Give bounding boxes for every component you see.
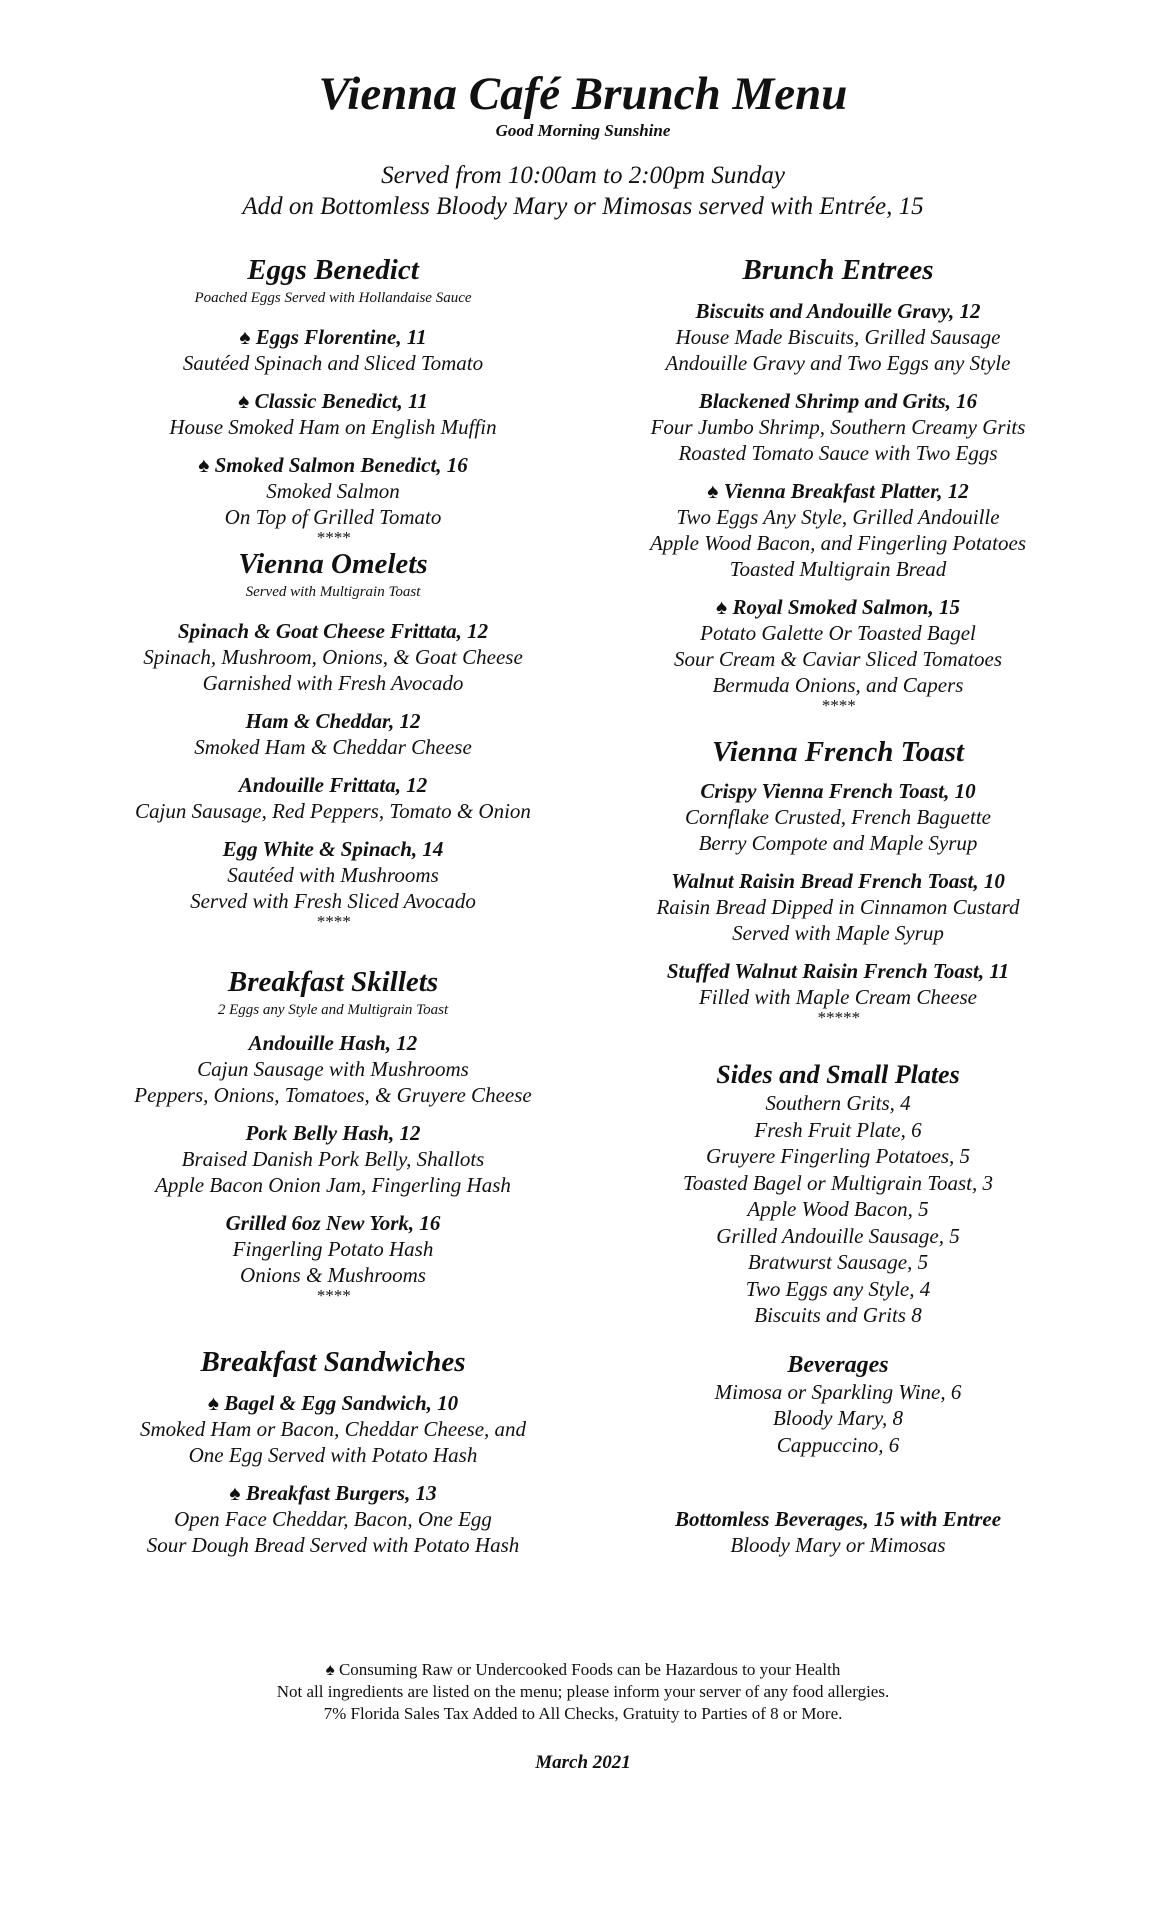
section-title: Beverages: [787, 1351, 889, 1378]
item-desc: Sautéed with Mushrooms: [227, 863, 439, 887]
menu-item: [98, 1390, 568, 1468]
menu-item: [98, 324, 568, 376]
section-title: Vienna Omelets: [238, 548, 428, 580]
left-column: [98, 252, 568, 1558]
item-name: Ham & Cheddar, 12: [245, 709, 421, 733]
side-item: Gruyere Fingerling Potatoes, 5: [705, 1144, 970, 1168]
item-desc: Bermuda Onions, and Capers: [712, 673, 964, 697]
menu-date: March 2021: [535, 1752, 631, 1773]
menu-item: [593, 778, 1083, 856]
item-name: Stuffed Walnut Raisin French Toast, 11: [666, 959, 1010, 983]
section-note: Poached Eggs Served with Hollandaise Sauce: [194, 290, 472, 306]
side-item: Biscuits and Grits 8: [754, 1303, 922, 1327]
item-name: Grilled 6oz New York, 16: [225, 1211, 441, 1235]
item-name: Egg White & Spinach, 14: [222, 837, 444, 861]
item-desc: Smoked Ham & Cheddar Cheese: [194, 735, 472, 759]
menu-item: [98, 1480, 568, 1558]
footer-line-3: 7% Florida Sales Tax Added to All Checks, Gratuity to Parties of 8 or More.: [323, 1704, 843, 1723]
menu-item: [98, 708, 568, 760]
side-item: Apple Wood Bacon, 5: [747, 1197, 929, 1221]
item-desc: One Egg Served with Potato Hash: [188, 1443, 478, 1467]
section-sandwiches: [98, 1344, 568, 1558]
section-title: Breakfast Skillets: [227, 966, 439, 998]
item-desc: Cornflake Crusted, French Baguette: [685, 805, 991, 829]
menu-item: [593, 958, 1083, 1010]
item-desc: Bloody Mary or Mimosas: [730, 1533, 946, 1557]
section-divider: ****: [316, 1286, 350, 1305]
section-divider: ****: [821, 696, 855, 715]
side-item: Grilled Andouille Sausage, 5: [716, 1223, 960, 1248]
section-divider: ****: [316, 912, 350, 931]
item-name: ♠ Bagel & Egg Sandwich, 10: [207, 1391, 459, 1415]
menu-item: [593, 594, 1083, 698]
item-name: ♠ Eggs Florentine, 11: [239, 325, 427, 349]
section-title: Brunch Entrees: [742, 254, 934, 286]
item-name: Andouille Hash, 12: [248, 1031, 418, 1055]
beverage-item: Bloody Mary, 8: [772, 1406, 904, 1430]
section-entrees: [593, 252, 1083, 714]
item-desc: Fingerling Potato Hash: [232, 1237, 434, 1261]
item-desc: Served with Maple Syrup: [732, 921, 944, 945]
section-title: Bottomless Beverages, 15 with Entree: [674, 1507, 1002, 1531]
item-desc: Served with Fresh Sliced Avocado: [190, 889, 476, 913]
section-french-toast: [593, 734, 1083, 1026]
section-beverages: [593, 1351, 1083, 1459]
side-item: Southern Grits, 4: [765, 1091, 911, 1115]
item-desc: Sour Cream & Caviar Sliced Tomatoes: [673, 647, 1003, 671]
item-desc: Andouille Gravy and Two Eggs any Style: [665, 351, 1011, 375]
item-desc: Sautéed Spinach and Sliced Tomato: [182, 351, 484, 375]
item-name: ♠ Vienna Breakfast Platter, 12: [707, 479, 969, 503]
beverage-item: Mimosa or Sparkling Wine, 6: [714, 1379, 962, 1404]
item-name: ♠ Breakfast Burgers, 13: [229, 1481, 437, 1505]
item-desc: Two Eggs Any Style, Grilled Andouille: [676, 505, 1000, 529]
footer-line-2: Not all ingredients are listed on the menu; please inform your server of any food allergies.: [276, 1682, 890, 1701]
item-desc: Peppers, Onions, Tomatoes, & Gruyere Cheese: [134, 1083, 532, 1107]
item-name: ♠ Classic Benedict, 11: [238, 389, 428, 413]
beverage-item: Cappuccino, 6: [776, 1432, 900, 1457]
section-note: 2 Eggs any Style and Multigrain Toast: [217, 1002, 449, 1018]
item-desc: Braised Danish Pork Belly, Shallots: [181, 1147, 485, 1171]
item-desc: Apple Bacon Onion Jam, Fingerling Hash: [155, 1173, 511, 1197]
menu-item: [98, 388, 568, 440]
menu-item: [593, 868, 1083, 946]
menu-item: [98, 1030, 568, 1108]
section-title: Sides and Small Plates: [716, 1060, 960, 1089]
item-desc: House Made Biscuits, Grilled Sausage: [675, 325, 1001, 349]
menu-item: [98, 772, 568, 824]
section-note: Served with Multigrain Toast: [245, 584, 421, 600]
item-desc: Roasted Tomato Sauce with Two Eggs: [678, 441, 998, 465]
menu-item: [98, 836, 568, 914]
service-hours: [0, 160, 1166, 222]
section-divider: *****: [816, 1008, 860, 1027]
section-bottomless: [593, 1506, 1083, 1558]
menu-item: [98, 452, 568, 530]
item-desc: Raisin Bread Dipped in Cinnamon Custard: [656, 895, 1020, 919]
section-title: Vienna French Toast: [712, 736, 964, 768]
item-desc: Toasted Multigrain Bread: [729, 557, 947, 581]
item-desc: On Top of Grilled Tomato: [224, 505, 442, 529]
item-desc: Four Jumbo Shrimp, Southern Creamy Grits: [650, 415, 1026, 439]
section-title: Breakfast Sandwiches: [200, 1346, 466, 1378]
served-line-2: Add on Bottomless Bloody Mary or Mimosas served with Entrée, 15: [242, 193, 924, 220]
menu-item: [593, 298, 1083, 376]
page-subtitle: Good Morning Sunshine: [495, 121, 671, 140]
item-name: Andouille Frittata, 12: [238, 773, 428, 797]
item-desc: Smoked Salmon: [266, 479, 400, 503]
page-title: Vienna Café Brunch Menu: [318, 68, 848, 120]
item-desc: Garnished with Fresh Avocado: [202, 671, 464, 695]
served-line-1: Served from 10:00am to 2:00pm Sunday: [381, 162, 785, 189]
item-desc: Onions & Mushrooms: [240, 1263, 426, 1287]
item-desc: Filled with Maple Cream Cheese: [698, 985, 977, 1009]
item-desc: Smoked Ham or Bacon, Cheddar Cheese, and: [139, 1417, 527, 1441]
item-desc: Apple Wood Bacon, and Fingerling Potatoes: [649, 531, 1026, 555]
menu-item: [593, 478, 1083, 582]
item-desc: Cajun Sausage, Red Peppers, Tomato & Onion: [135, 799, 531, 823]
item-desc: Berry Compote and Maple Syrup: [698, 831, 978, 855]
item-desc: House Smoked Ham on English Muffin: [169, 415, 497, 439]
item-desc: Potato Galette Or Toasted Bagel: [700, 621, 976, 645]
side-item: Two Eggs any Style, 4: [745, 1276, 931, 1301]
section-divider: ****: [316, 528, 350, 547]
side-item: Fresh Fruit Plate, 6: [754, 1117, 922, 1142]
section-title: Eggs Benedict: [247, 254, 419, 286]
item-name: Spinach & Goat Cheese Frittata, 12: [177, 619, 489, 643]
item-desc: Spinach, Mushroom, Onions, & Goat Cheese: [143, 645, 523, 669]
item-desc: Open Face Cheddar, Bacon, One Egg: [174, 1507, 492, 1531]
item-name: ♠ Royal Smoked Salmon, 15: [716, 595, 960, 619]
section-omelets: [98, 546, 568, 930]
menu-item: [98, 618, 568, 696]
item-name: Biscuits and Andouille Gravy, 12: [695, 299, 981, 323]
item-desc: Cajun Sausage with Mushrooms: [197, 1057, 469, 1081]
menu-item: [593, 388, 1083, 466]
side-item: Bratwurst Sausage, 5: [747, 1250, 929, 1274]
side-item: Toasted Bagel or Multigrain Toast, 3: [683, 1170, 993, 1195]
menu-item: [98, 1210, 568, 1288]
item-name: ♠ Smoked Salmon Benedict, 16: [198, 453, 468, 477]
section-skillets: [98, 964, 568, 1304]
menu-item: [98, 1120, 568, 1198]
item-name: Pork Belly Hash, 12: [245, 1121, 421, 1145]
footer-line-1: ♠ Consuming Raw or Undercooked Foods can be Hazardous to your Health: [325, 1660, 841, 1679]
footer-notice: [0, 1659, 1166, 1725]
right-column: [593, 252, 1083, 1558]
item-name: Crispy Vienna French Toast, 10: [700, 779, 976, 803]
section-sides: [593, 1060, 1083, 1329]
item-desc: Sour Dough Bread Served with Potato Hash: [146, 1533, 520, 1557]
section-eggs-benedict: [98, 252, 568, 546]
item-name: Blackened Shrimp and Grits, 16: [698, 389, 978, 413]
item-name: Walnut Raisin Bread French Toast, 10: [671, 869, 1005, 893]
